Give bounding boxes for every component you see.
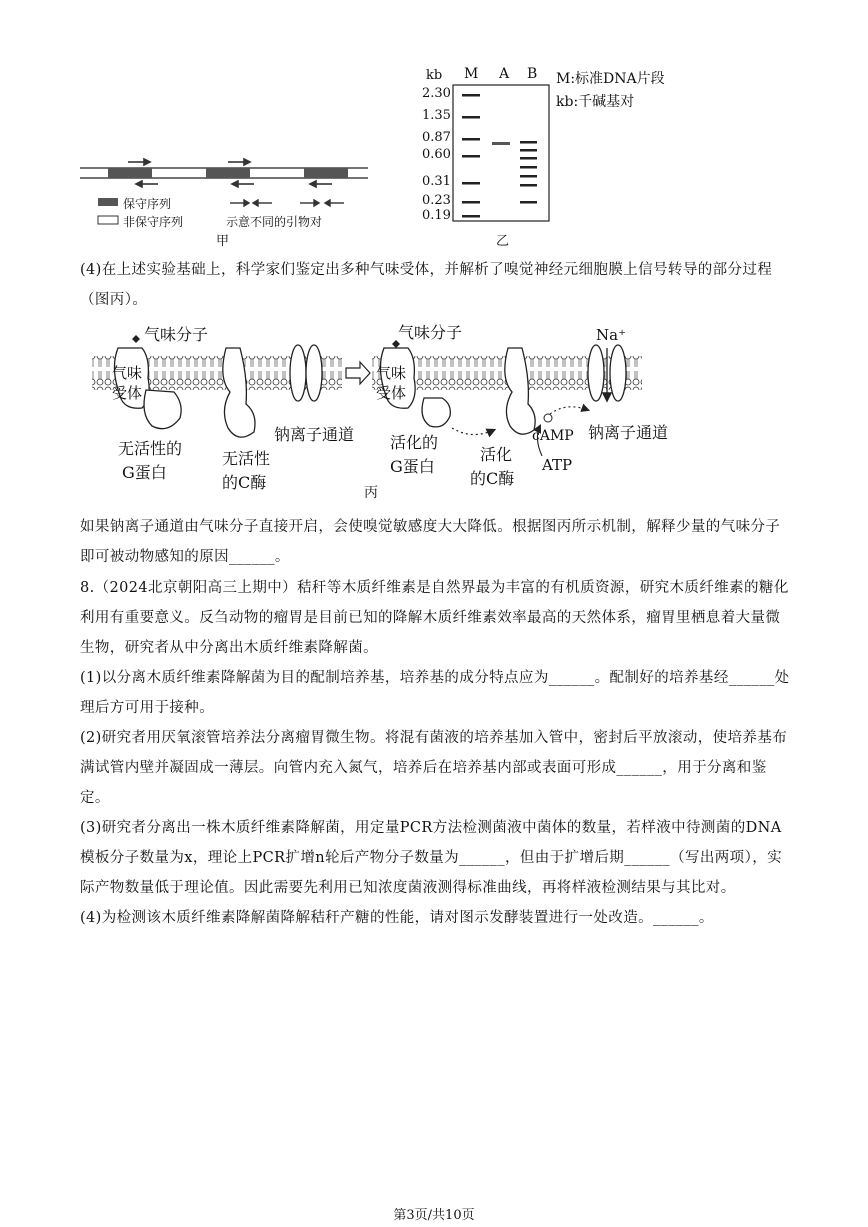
figure-caption-jia: 甲 [216, 234, 230, 249]
label-odor-left: 气味分子 [144, 325, 209, 344]
marker-label: 0.19 [422, 208, 451, 223]
q8-intro: 8.（2024北京朝阳高三上期中）秸秆等木质纤维素是自然界最为丰富的有机质资源，研究木质纤维素的糖化利用有重要意义。反刍动物的瘤胃是目前已知的降解木质纤维素效率最高的天然体系，瘤胃里栖息着大量微生物，研究者从中分离出木质纤维素降解菌。 [80, 580, 789, 656]
label-atp: ATP [542, 456, 573, 474]
label-g-inactive-2: G蛋白 [122, 463, 167, 482]
q4-question: 如果钠离子通道由气味分子直接开启，会使嗅觉敏感度大大降低。根据图丙所示机制，解释少量的气味分子即可被动物感知的原因______。 [80, 519, 781, 565]
q8-part4: (4)为检测该木质纤维素降解菌降解秸秆产糖的性能，请对图示发酵装置进行一处改造。______。 [80, 910, 714, 926]
band-m [462, 138, 480, 141]
band-b [520, 175, 537, 178]
marker-label: 2.30 [422, 86, 451, 101]
label-c-inactive-2: 的C酶 [222, 473, 267, 492]
label-na-channel-left: 钠离子通道 [274, 425, 355, 444]
legend-nonconserved-swatch [98, 216, 118, 224]
band-b [520, 166, 537, 169]
band-b [520, 184, 537, 187]
odor-molecule-left [132, 335, 140, 343]
figure-caption-bing: 丙 [364, 485, 378, 501]
figure-jia [78, 150, 378, 250]
unit-label: kb [426, 68, 443, 83]
band-b [520, 201, 537, 204]
label-receptor-left-2: 受体 [112, 384, 143, 402]
transition-arrow [346, 362, 370, 384]
band-b [520, 157, 537, 160]
camp-molecule [544, 414, 552, 422]
conserved-block [304, 168, 348, 178]
na-channel-right [588, 345, 604, 401]
note-kb: kb:千碱基对 [556, 94, 635, 110]
label-c-active-2: 的C酶 [470, 469, 515, 488]
label-c-active-1: 活化 [480, 445, 513, 464]
q8-part2: (2)研究者用厌氧滚管培养法分离瘤胃微生物。将混有菌液的培养基加入管中，密封后平放滚动，使培养基布满试管内壁并凝固成一薄层。向管内充入氮气，培养后在培养基内部或表面可形成______，用于分离和鉴定。 [80, 730, 788, 806]
legend-conserved-label: 保守序列 [123, 197, 172, 211]
label-na-channel-right: 钠离子通道 [588, 423, 669, 442]
marker-label: 0.60 [422, 147, 451, 162]
conserved-block [206, 168, 250, 178]
q8-part3: (3)研究者分离出一株木质纤维素降解菌，用定量PCR方法检测菌液中菌体的数量，若样液中待测菌的DNA模板分子数量为x，理论上PCR扩增n轮后产物分子数量为______，但由于扩增后期______（写出两项），实际产物数量低于理论值。因此需要先利用已知浓度菌液测得标准曲线，再将样液检测结果与其比对。 [80, 820, 783, 896]
legend-primer-label: 示意不同的引物对 [226, 215, 323, 229]
g-protein-left [144, 390, 181, 429]
band-m [462, 155, 480, 158]
camp-arrow [550, 407, 588, 414]
q4-intro: (4)在上述实验基础上，科学家们鉴定出多种气味受体，并解析了嗅觉神经元细胞膜上信号转导的部分过程（图丙）。 [80, 262, 773, 308]
label-g-active-1: 活化的 [390, 433, 439, 452]
legend-conserved-swatch [98, 198, 118, 206]
label-g-inactive-1: 无活性的 [118, 439, 183, 458]
band-a [492, 142, 510, 145]
band-m [462, 182, 480, 185]
label-receptor-left-1: 气味 [112, 364, 143, 382]
band-m [462, 215, 480, 218]
figure-yi [418, 62, 718, 252]
figure-bing [88, 318, 788, 510]
marker-label: 1.35 [422, 108, 451, 123]
lane-label-a: A [499, 66, 510, 82]
q8-part1: (1)以分离木质纤维素降解菌为目的配制培养基，培养基的成分特点应为______。配制好的培养基经______处理后方可用于接种。 [80, 670, 790, 716]
note-m: M:标准DNA片段 [556, 71, 665, 87]
conserved-block [108, 168, 152, 178]
label-receptor-right-2: 受体 [376, 384, 407, 402]
lane-label-b: B [527, 66, 538, 82]
band-b [520, 149, 537, 152]
label-c-inactive-1: 无活性 [222, 449, 271, 468]
label-na-ion: Na⁺ [596, 326, 626, 344]
activation-arrow [452, 428, 494, 435]
label-g-active-2: G蛋白 [390, 457, 435, 476]
band-m [462, 201, 480, 204]
figure-caption-yi: 乙 [496, 234, 510, 249]
page-footer: 第3页/共10页 [393, 1208, 475, 1223]
marker-label: 0.87 [422, 130, 451, 145]
legend-nonconserved-label: 非保守序列 [123, 215, 184, 229]
marker-label: 0.31 [422, 174, 451, 189]
signal-transduction-diagram [88, 318, 788, 510]
label-camp: cAMP [532, 428, 574, 444]
na-channel-left [290, 345, 306, 401]
marker-label: 0.23 [422, 193, 451, 208]
label-receptor-right-1: 气味 [376, 364, 407, 382]
band-m [462, 94, 480, 97]
band-m [462, 116, 480, 119]
g-protein-right [422, 398, 450, 427]
gel-image [452, 84, 552, 224]
band-b [520, 141, 537, 144]
label-odor-right: 气味分子 [398, 323, 463, 342]
lane-label-m: M [464, 66, 479, 82]
